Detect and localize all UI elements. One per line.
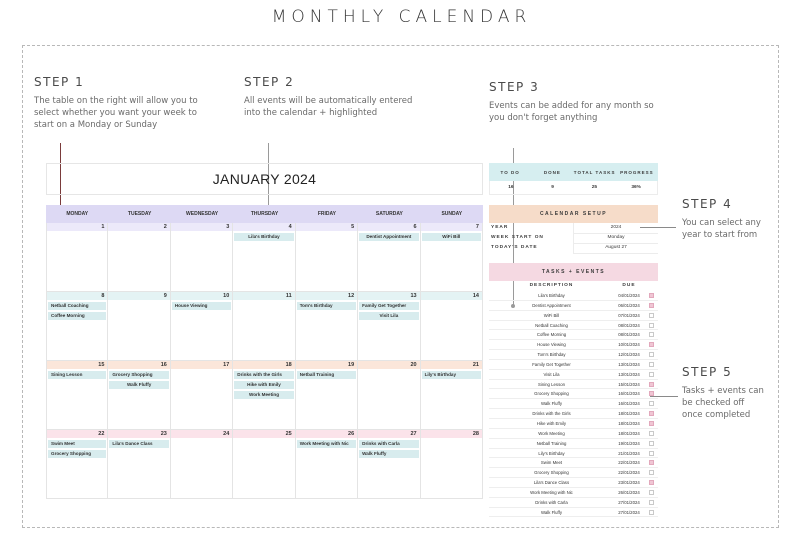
task-checkbox-cell[interactable] xyxy=(644,488,658,497)
day-number: 2 xyxy=(108,223,169,231)
day-number: 5 xyxy=(296,223,357,231)
calendar-day-cell[interactable] xyxy=(171,292,233,360)
task-due-date: 13/01/2024 xyxy=(618,371,640,377)
task-row xyxy=(489,301,658,311)
day-number: 26 xyxy=(296,430,357,438)
task-checkbox[interactable] xyxy=(649,401,654,406)
weekday-header-row xyxy=(46,205,483,223)
due-column-label: DUE xyxy=(622,283,636,288)
task-due-date: 18/01/2024 xyxy=(618,430,640,436)
task-checkbox-cell[interactable] xyxy=(644,340,658,349)
task-checkbox-cell[interactable] xyxy=(644,380,658,389)
task-checkbox-cell[interactable] xyxy=(644,429,658,438)
step-4-text xyxy=(682,217,761,241)
task-due-date: 22/01/2024 xyxy=(618,470,640,476)
task-checkbox[interactable] xyxy=(649,342,654,347)
calendar-setup-title: CALENDAR SETUP xyxy=(489,205,658,223)
task-checkbox-cell[interactable] xyxy=(644,449,658,458)
step-5-line: Tasks + events can xyxy=(682,386,764,396)
calendar-week xyxy=(46,430,483,499)
calendar-day-cell[interactable] xyxy=(46,292,108,360)
task-checkbox-cell[interactable] xyxy=(644,389,658,398)
step-4-line: year to start from xyxy=(682,230,758,240)
task-checkbox[interactable] xyxy=(649,510,654,515)
task-description: Netball Training xyxy=(536,440,567,446)
task-description: Lila's Birthday xyxy=(538,293,565,298)
calendar-event[interactable]: Work Meeting xyxy=(234,391,293,399)
task-description: Work Meeting xyxy=(538,430,565,436)
task-checkbox-cell[interactable] xyxy=(644,350,658,359)
task-checkbox[interactable] xyxy=(649,352,654,357)
task-checkbox[interactable] xyxy=(649,441,654,446)
calendar-event[interactable]: Walk Fluffy xyxy=(109,381,168,389)
day-number: 1 xyxy=(47,223,107,231)
setup-row xyxy=(489,223,658,233)
day-number: 22 xyxy=(47,430,107,438)
task-checkbox-cell[interactable] xyxy=(644,439,658,448)
task-description: Visit Lila xyxy=(543,371,560,377)
calendar-event[interactable]: Sining Lesson xyxy=(48,371,106,379)
day-number: 14 xyxy=(421,292,482,300)
stat-header: TO DO xyxy=(500,169,520,175)
calendar-event[interactable]: Hike with Emily xyxy=(234,381,293,389)
task-due-date: 07/01/2024 xyxy=(618,312,640,318)
weekday-header: MONDAY xyxy=(66,211,89,217)
day-number: 25 xyxy=(233,430,294,438)
task-due-date: 06/01/2024 xyxy=(618,302,640,308)
calendar-event[interactable]: House Viewing xyxy=(172,302,231,310)
calendar-day-cell[interactable] xyxy=(233,223,295,291)
task-description: Lila's Dance Class xyxy=(533,480,570,486)
step-2-heading: STEP 2 xyxy=(244,75,295,89)
task-description: Family Get Together xyxy=(532,361,571,367)
stat-header: DONE xyxy=(543,169,561,175)
day-number: 21 xyxy=(421,361,482,369)
calendar-setup-panel xyxy=(489,205,658,253)
description-column-label: DESCRIPTION xyxy=(529,283,574,288)
calendar-day-cell[interactable] xyxy=(46,361,108,429)
calendar-event[interactable]: Family Get Together xyxy=(359,302,418,310)
stat-value: 36% xyxy=(631,185,641,190)
task-row xyxy=(489,488,658,498)
task-checkbox[interactable] xyxy=(649,362,654,367)
day-number: 20 xyxy=(358,361,419,369)
task-row xyxy=(489,311,658,321)
tasks-list[interactable] xyxy=(489,291,658,521)
task-due-date: 10/01/2024 xyxy=(618,342,640,348)
task-row xyxy=(489,321,658,331)
task-due-date: 04/01/2024 xyxy=(618,293,640,298)
step-3-line: Events can be added for any month so xyxy=(489,101,654,111)
task-due-date: 13/01/2024 xyxy=(618,361,640,367)
task-description: Coffee Morning xyxy=(536,332,567,338)
stat-value: 9 xyxy=(551,185,554,190)
calendar-day-cell[interactable] xyxy=(46,430,108,498)
weekday-header: SUNDAY xyxy=(441,211,463,217)
task-description: Grocery Shopping xyxy=(534,391,569,397)
day-number: 15 xyxy=(47,361,107,369)
task-row xyxy=(489,419,658,429)
day-number: 17 xyxy=(171,361,232,369)
task-due-date: 12/01/2024 xyxy=(618,352,640,358)
weekday-header: FRIDAY xyxy=(317,211,336,217)
step-4-line: You can select any xyxy=(682,218,761,228)
task-row xyxy=(489,409,658,419)
task-due-date: 15/01/2024 xyxy=(618,381,640,387)
tasks-events-title: TASKS + EVENTS xyxy=(489,263,658,281)
task-checkbox-cell[interactable] xyxy=(644,311,658,320)
calendar-event[interactable]: Lily's Birthday xyxy=(422,371,481,379)
calendar-day-cell[interactable] xyxy=(108,430,170,498)
weekday-header: THURSDAY xyxy=(250,211,279,217)
step-1-text xyxy=(34,95,198,131)
calendar-day-cell[interactable] xyxy=(421,292,483,360)
task-due-date: 18/01/2024 xyxy=(618,411,640,417)
task-checkbox-cell[interactable] xyxy=(644,419,658,428)
day-number: 6 xyxy=(358,223,419,231)
step-2-text xyxy=(244,95,412,119)
task-row xyxy=(489,399,658,409)
task-due-date: 23/01/2024 xyxy=(618,480,640,486)
task-row xyxy=(489,370,658,380)
calendar-day-cell[interactable] xyxy=(233,361,295,429)
calendar-day-cell[interactable] xyxy=(171,430,233,498)
task-row xyxy=(489,449,658,459)
task-due-date: 22/01/2024 xyxy=(618,460,640,466)
task-checkbox-cell[interactable] xyxy=(644,508,658,517)
task-description: Sining Lesson xyxy=(538,381,565,387)
day-number: 27 xyxy=(358,430,419,438)
day-number: 13 xyxy=(358,292,419,300)
calendar-event[interactable]: Walk Fluffy xyxy=(359,450,418,458)
task-row xyxy=(489,340,658,350)
calendar-event[interactable]: Lila's Birthday xyxy=(234,233,293,241)
task-checkbox[interactable] xyxy=(649,332,654,337)
day-number: 12 xyxy=(296,292,357,300)
weekday-header: SATURDAY xyxy=(375,211,403,217)
step-4-heading: STEP 4 xyxy=(682,197,733,211)
task-checkbox-cell[interactable] xyxy=(644,330,658,339)
calendar-week xyxy=(46,223,483,292)
task-description: Work Meeting with Nic xyxy=(530,489,573,495)
step-3-heading: STEP 3 xyxy=(489,80,540,94)
calendar-grid xyxy=(46,205,483,499)
task-description: Drinks with the Girls xyxy=(532,411,571,417)
weekday-header: WEDNESDAY xyxy=(186,211,219,217)
task-checkbox[interactable] xyxy=(649,490,654,495)
weekday-header: TUESDAY xyxy=(127,211,152,217)
task-checkbox[interactable] xyxy=(649,451,654,456)
calendar-event[interactable]: Grocery Shopping xyxy=(48,450,106,458)
calendar-event[interactable]: Drinks with the Girls xyxy=(234,371,293,379)
task-checkbox-cell[interactable] xyxy=(644,370,658,379)
calendar-day-cell[interactable] xyxy=(421,361,483,429)
calendar-week xyxy=(46,361,483,430)
setup-label: TODAY'S DATE xyxy=(491,245,538,250)
stat-header: TOTAL TASKS xyxy=(573,169,616,175)
step-1-line: start on a Monday or Sunday xyxy=(34,120,158,130)
task-checkbox-cell[interactable] xyxy=(644,458,658,467)
tasks-column-header xyxy=(489,281,658,291)
calendar-week xyxy=(46,292,483,361)
day-number: 16 xyxy=(108,361,169,369)
task-description: Lily's Birthday xyxy=(538,450,565,456)
task-description: Dentist Appointment xyxy=(532,302,571,308)
task-row xyxy=(489,360,658,370)
stat-value: 16 xyxy=(508,185,514,190)
task-description: Tom's Birthday xyxy=(537,352,566,358)
task-row xyxy=(489,498,658,508)
day-number: 3 xyxy=(171,223,232,231)
task-due-date: 26/01/2024 xyxy=(618,489,640,495)
step-5-line: once completed xyxy=(682,410,751,420)
calendar-event[interactable]: Work Meeting with Nic xyxy=(297,440,356,448)
week-start-select[interactable]: Monday xyxy=(573,233,658,244)
calendar-event[interactable]: Coffee Morning xyxy=(48,312,106,320)
day-number: 9 xyxy=(108,292,169,300)
task-checkbox-cell[interactable] xyxy=(644,399,658,408)
task-checkbox[interactable] xyxy=(649,480,654,485)
task-checkbox[interactable] xyxy=(649,313,654,318)
task-checkbox-cell[interactable] xyxy=(644,468,658,477)
task-row xyxy=(489,478,658,488)
calendar-day-cell[interactable] xyxy=(108,361,170,429)
calendar-event[interactable]: Lila's Dance Class xyxy=(109,440,168,448)
task-checkbox[interactable] xyxy=(649,431,654,436)
step-2-line: into the calendar + highlighted xyxy=(244,108,378,118)
page-title: MONTHLY CALENDAR xyxy=(271,7,532,27)
setup-row xyxy=(489,233,658,243)
calendar-event[interactable]: Netball Training xyxy=(297,371,356,379)
task-row xyxy=(489,468,658,478)
task-checkbox[interactable] xyxy=(649,460,654,465)
calendar-day-cell[interactable] xyxy=(358,223,420,291)
task-description: WiFi Bill xyxy=(543,312,560,318)
calendar-event[interactable]: Visit Lila xyxy=(359,312,418,320)
task-row xyxy=(489,458,658,468)
task-checkbox[interactable] xyxy=(649,421,654,426)
task-due-date: 16/01/2024 xyxy=(618,401,640,407)
task-checkbox[interactable] xyxy=(649,382,654,387)
calendar-day-cell[interactable] xyxy=(108,223,170,291)
task-checkbox-cell[interactable] xyxy=(644,291,658,300)
task-checkbox[interactable] xyxy=(649,303,654,308)
task-due-date: 27/01/2024 xyxy=(618,499,640,505)
setup-label: WEEK START ON xyxy=(491,235,544,240)
month-title: JANUARY 2024 xyxy=(46,163,483,195)
calendar-day-cell[interactable] xyxy=(171,361,233,429)
calendar-event[interactable]: Netball Coaching xyxy=(48,302,106,310)
task-due-date: 08/01/2024 xyxy=(618,332,640,338)
stat-value: 25 xyxy=(591,185,598,190)
step-3-text xyxy=(489,100,654,124)
calendar-day-cell[interactable] xyxy=(46,223,108,291)
day-number: 8 xyxy=(47,292,107,300)
tasks-events-panel xyxy=(489,263,658,521)
day-number: 10 xyxy=(171,292,232,300)
task-row xyxy=(489,350,658,360)
task-row xyxy=(489,439,658,449)
task-due-date: 18/01/2024 xyxy=(618,420,640,426)
task-due-date: 08/01/2024 xyxy=(618,322,640,328)
task-checkbox-cell[interactable] xyxy=(644,478,658,487)
day-number: 24 xyxy=(171,430,232,438)
task-checkbox[interactable] xyxy=(649,411,654,416)
day-number: 4 xyxy=(233,223,294,231)
calendar-day-cell[interactable] xyxy=(171,223,233,291)
task-checkbox[interactable] xyxy=(649,500,654,505)
calendar-day-cell[interactable] xyxy=(296,223,358,291)
day-number: 11 xyxy=(233,292,294,300)
task-row xyxy=(489,389,658,399)
task-description: House Viewing xyxy=(537,342,566,348)
task-checkbox[interactable] xyxy=(649,293,654,298)
step-5-text xyxy=(682,385,764,421)
task-checkbox[interactable] xyxy=(649,323,654,328)
task-row xyxy=(489,291,658,301)
day-number: 7 xyxy=(421,223,482,231)
task-due-date: 27/01/2024 xyxy=(618,509,640,515)
calendar-event[interactable]: WiFi Bill xyxy=(422,233,481,241)
task-description: Netball Coaching xyxy=(535,322,568,328)
step-1-line: The table on the right will allow you to xyxy=(34,96,198,106)
setup-row xyxy=(489,243,658,253)
task-description: Walk Fluffy xyxy=(540,401,562,407)
step-1-line: select whether you want your week to xyxy=(34,108,197,118)
day-number: 18 xyxy=(233,361,294,369)
calendar-event[interactable]: Swim Meet xyxy=(48,440,106,448)
calendar-day-cell[interactable] xyxy=(296,292,358,360)
calendar-day-cell[interactable] xyxy=(296,430,358,498)
task-checkbox-cell[interactable] xyxy=(644,498,658,507)
step-5-heading: STEP 5 xyxy=(682,365,733,379)
task-checkbox-cell[interactable] xyxy=(644,301,658,310)
task-checkbox[interactable] xyxy=(649,391,654,396)
calendar-day-cell[interactable] xyxy=(358,361,420,429)
task-checkbox-cell[interactable] xyxy=(644,409,658,418)
calendar-day-cell[interactable] xyxy=(233,430,295,498)
task-due-date: 16/01/2024 xyxy=(618,391,640,397)
todays-date-value: August 27 xyxy=(573,243,658,254)
task-due-date: 19/01/2024 xyxy=(618,440,640,446)
task-checkbox[interactable] xyxy=(649,372,654,377)
task-description: Walk Fluffy xyxy=(540,509,562,515)
stat-header: PROGRESS xyxy=(620,169,654,175)
progress-summary xyxy=(489,163,658,195)
task-description: Swim Meet xyxy=(540,460,563,466)
step-5-line: be checked off xyxy=(682,398,745,408)
day-number: 23 xyxy=(108,430,169,438)
day-number: 19 xyxy=(296,361,357,369)
task-checkbox-cell[interactable] xyxy=(644,321,658,330)
calendar-day-cell[interactable] xyxy=(358,292,420,360)
task-row xyxy=(489,508,658,518)
day-number: 28 xyxy=(421,430,482,438)
calendar-day-cell[interactable] xyxy=(233,292,295,360)
task-checkbox[interactable] xyxy=(649,470,654,475)
task-description: Grocery Shopping xyxy=(534,470,569,476)
setup-label: YEAR xyxy=(491,225,509,230)
task-checkbox-cell[interactable] xyxy=(644,360,658,369)
calendar-event[interactable]: Grocery Shopping xyxy=(109,371,168,379)
task-row xyxy=(489,429,658,439)
task-due-date: 21/01/2024 xyxy=(618,450,640,456)
step-1-heading: STEP 1 xyxy=(34,75,85,89)
step-3-line: you don't forget anything xyxy=(489,113,598,123)
calendar-event[interactable]: Tom's Birthday xyxy=(297,302,356,310)
calendar-day-cell[interactable] xyxy=(108,292,170,360)
calendar-event[interactable]: Drinks with Carla xyxy=(359,440,418,448)
calendar-event[interactable]: Dentist Appointment xyxy=(359,233,418,241)
calendar-day-cell[interactable] xyxy=(358,430,420,498)
task-description: Drinks with Carla xyxy=(535,499,568,505)
calendar-day-cell[interactable] xyxy=(421,430,483,498)
calendar-day-cell[interactable] xyxy=(296,361,358,429)
year-select[interactable]: 2024 xyxy=(573,223,658,234)
step-2-line: All events will be automatically entered xyxy=(244,96,413,106)
task-row xyxy=(489,330,658,340)
task-description: Hike with Emily xyxy=(536,420,567,426)
task-row xyxy=(489,380,658,390)
calendar-day-cell[interactable] xyxy=(421,223,483,291)
